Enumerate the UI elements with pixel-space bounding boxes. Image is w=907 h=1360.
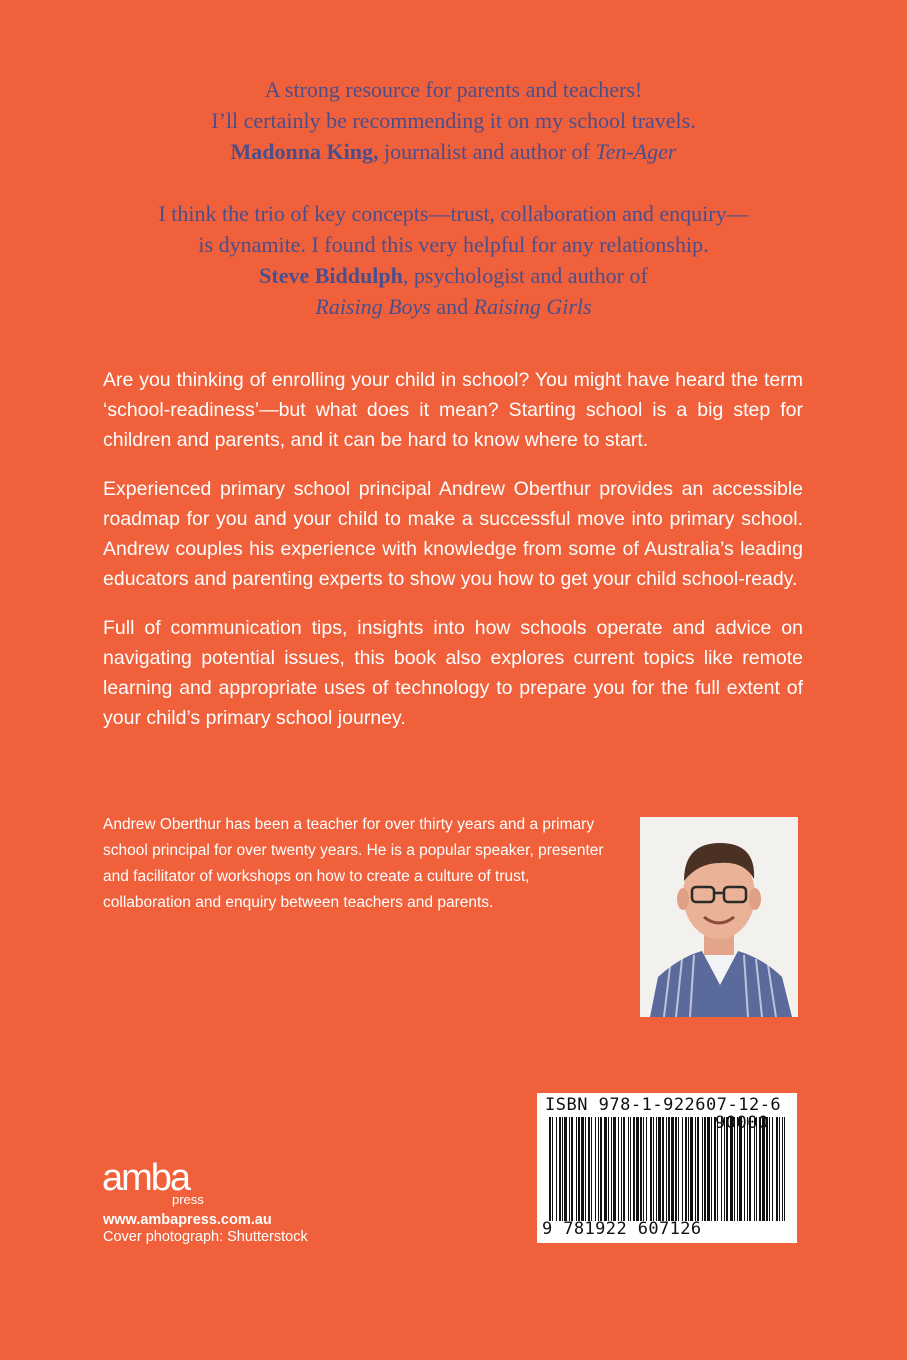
barcode-bar <box>697 1117 699 1221</box>
barcode-bar <box>656 1117 657 1221</box>
barcode-bar <box>628 1117 629 1221</box>
quote-author: Madonna King, <box>230 139 379 164</box>
blurb-paragraph: Are you thinking of enrolling your child in school? You might have heard the term ‘school-readiness’—but what does it mean? Starting school is a big step for children and parents, and it can be hard to know where to start. <box>103 369 803 451</box>
barcode-bar <box>744 1117 745 1221</box>
author-photo <box>640 817 798 1017</box>
barcode-bar <box>772 1117 773 1221</box>
quote-books <box>0 291 907 322</box>
book-blurb <box>103 365 803 752</box>
barcode-bar <box>662 1117 664 1221</box>
logo-sub-text: press <box>172 1192 204 1207</box>
barcode-bar <box>576 1117 577 1221</box>
quote-attribution <box>0 136 907 167</box>
barcode-bar <box>613 1117 616 1221</box>
barcode-bar <box>611 1117 612 1221</box>
barcode-bar <box>678 1117 679 1221</box>
barcode-bar <box>756 1117 757 1221</box>
barcode-bar <box>653 1117 654 1221</box>
publisher-website: www.ambapress.com.au <box>103 1212 272 1228</box>
barcode-bar <box>784 1117 785 1221</box>
barcode-bar <box>581 1117 584 1221</box>
barcode-bar <box>724 1117 725 1221</box>
cover-credit: Cover photograph: Shutterstock <box>103 1229 308 1245</box>
barcode-bar <box>749 1117 751 1221</box>
quote-line: I think the trio of key concepts—trust, collaboration and enquiry— <box>158 201 749 226</box>
barcode-bar <box>604 1117 607 1221</box>
quote-attribution <box>0 260 907 291</box>
barcode-bar <box>621 1117 622 1221</box>
barcode-bar <box>588 1117 590 1221</box>
barcode-bar <box>623 1117 625 1221</box>
endorsement-1 <box>0 74 907 167</box>
barcode-bar <box>571 1117 573 1221</box>
quote-book-title: Raising Girls <box>473 294 592 319</box>
barcode-bar <box>737 1117 738 1221</box>
barcode-bar <box>754 1117 755 1221</box>
barcode-bar <box>711 1117 712 1221</box>
barcode-bar <box>734 1117 735 1221</box>
barcode-bar <box>688 1117 689 1221</box>
barcode-bar <box>707 1117 710 1221</box>
quote-line: I’ll certainly be recommending it on my school travels. <box>211 108 696 133</box>
barcode-bar <box>685 1117 687 1221</box>
barcode-bar <box>695 1117 696 1221</box>
barcode-bar <box>600 1117 602 1221</box>
barcode-bar <box>643 1117 644 1221</box>
barcode-bar <box>598 1117 599 1221</box>
barcode-bar <box>658 1117 661 1221</box>
amba-logo <box>102 1158 212 1208</box>
barcode-bar <box>569 1117 570 1221</box>
publisher-logo <box>102 1158 212 1213</box>
barcode-bar <box>608 1117 609 1221</box>
barcode-bar <box>646 1117 647 1221</box>
barcode-bar <box>739 1117 742 1221</box>
barcode-bar <box>730 1117 733 1221</box>
quote-author-role: , psychologist and author of <box>402 263 648 288</box>
barcode-bar <box>747 1117 748 1221</box>
barcode-bar <box>675 1117 677 1221</box>
barcode-bar <box>666 1117 667 1221</box>
barcode-bar <box>717 1117 718 1221</box>
quote-and: and <box>430 294 474 319</box>
barcode-bar <box>549 1117 551 1221</box>
barcode-bar <box>668 1117 670 1221</box>
barcode-bar <box>702 1117 703 1221</box>
barcode-bar <box>721 1117 722 1221</box>
barcode-bar <box>759 1117 761 1221</box>
barcode-bar <box>562 1117 563 1221</box>
barcode-bar <box>595 1117 596 1221</box>
barcode-bar <box>704 1117 706 1221</box>
endorsements <box>0 74 907 322</box>
barcode-bar <box>762 1117 765 1221</box>
barcode-bar <box>618 1117 619 1221</box>
barcode-bar <box>636 1117 639 1221</box>
barcode-bar <box>633 1117 635 1221</box>
barcode-bar <box>766 1117 768 1221</box>
author-bio: Andrew Oberthur has been a teacher for over thirty years and a primary school principal for over twenty years. He is a popular speaker, presenter and facilitator of workshops on how to create a culture of trust, collaboration and enquiry between teachers and parents. <box>103 816 604 911</box>
barcode-bar <box>779 1117 780 1221</box>
blurb-paragraph: Experienced primary school principal Andrew Oberthur provides an accessible roadmap for you and your child to make a successful move into primary school. Andrew couples his experience with knowledge from some of Australia’s leading educators and parenting experts to show you how to get your child school-ready. <box>103 478 803 590</box>
quote-line: A strong resource for parents and teachers! <box>264 77 643 102</box>
barcode-bar <box>630 1117 631 1221</box>
barcode-bar <box>650 1117 652 1221</box>
barcode-bar <box>559 1117 561 1221</box>
barcode-bar <box>552 1117 553 1221</box>
isbn-barcode <box>537 1093 797 1243</box>
quote-author-role: journalist and author of <box>378 139 596 164</box>
barcode-bar <box>578 1117 580 1221</box>
author-portrait-illustration <box>640 817 798 1017</box>
barcode-bar <box>769 1117 770 1221</box>
barcode-bar <box>640 1117 642 1221</box>
ean-number: 9 781922 607126 <box>542 1219 702 1239</box>
quote-author: Steve Biddulph <box>259 263 403 288</box>
barcode-bar <box>726 1117 728 1221</box>
barcode-bar <box>564 1117 567 1221</box>
barcode-bar <box>782 1117 783 1221</box>
barcode-bar <box>682 1117 683 1221</box>
quote-book-title: Raising Boys <box>315 294 431 319</box>
blurb-paragraph: Full of communication tips, insights into how schools operate and advice on navigating potential issues, this book also explores current topics like remote learning and appropriate uses of technology to prepare you for the full extent of your child’s primary school journey. <box>103 617 803 729</box>
barcode-bar <box>556 1117 557 1221</box>
endorsement-2 <box>0 198 907 322</box>
barcode-bar <box>585 1117 586 1221</box>
quote-line: is dynamite. I found this very helpful for any relationship. <box>198 232 709 257</box>
quote-book-title: Ten-Ager <box>595 139 677 164</box>
barcode-bar <box>714 1117 716 1221</box>
barcode-bar <box>591 1117 592 1221</box>
barcode-bars <box>549 1117 785 1221</box>
logo-main-text: amba <box>102 1158 190 1199</box>
barcode-bar <box>776 1117 778 1221</box>
barcode-bar <box>671 1117 674 1221</box>
barcode-bar <box>690 1117 693 1221</box>
isbn-number: ISBN 978-1-922607-12-6 <box>545 1095 782 1115</box>
